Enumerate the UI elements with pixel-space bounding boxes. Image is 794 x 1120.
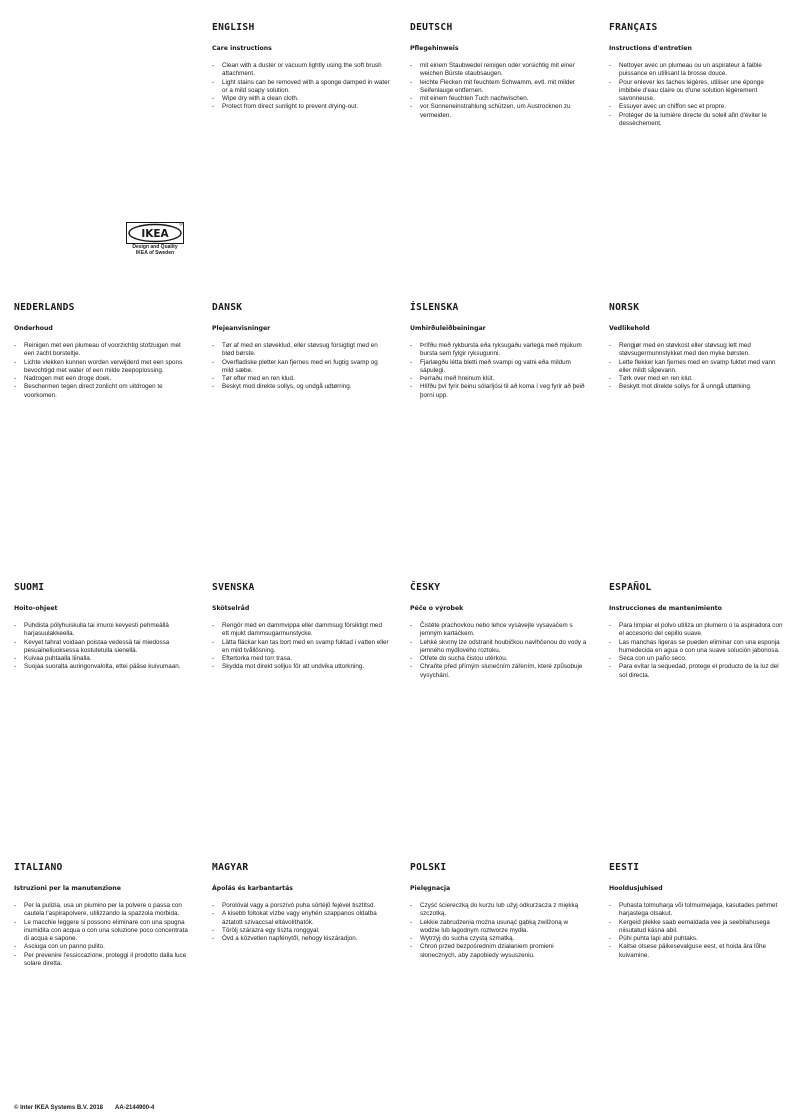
- list-item: - Para limpiar el polvo utiliza un plumero o la aspiradora con el accesorio del cepillo suave.: [609, 622, 787, 639]
- list-item: - Le macchie leggere si possono eliminare con una spugna inumidita con acqua o con una soluzione poco concentrata di acqua e sapone.: [14, 919, 192, 944]
- list-item: - Clean with a duster or vacuum lightly using the soft brush attachment.: [212, 62, 390, 79]
- language-heading: ESPAÑOL: [609, 582, 652, 593]
- section-subtitle: Ápolás és karbantartás: [212, 885, 293, 892]
- section-svenska: [212, 582, 390, 672]
- list-item: - Čistěte prachovkou nebo lehce vysávejte vysavačem s jemným kartáčkem.: [410, 622, 588, 639]
- section-dansk: [212, 302, 390, 392]
- list-item: - Fjarlægðu létta bletti með svampi og vatni eða mildum sápulegi.: [410, 359, 588, 376]
- section-subtitle: Onderhoud: [14, 325, 53, 332]
- list-item: - Light stains can be removed with a sponge damped in water or a mild soapy solution.: [212, 79, 390, 96]
- list-item: - A kisebb foltokat vízbe vagy enyhén szappanos oldatba áztatott szivaccsal eltávolíthatók.: [212, 910, 390, 927]
- section-subtitle: Hooldusjuhised: [609, 885, 663, 892]
- list-item: - Reinigen met een plumeau of voorzichtig stofzuigen met een zacht borsteltje.: [14, 342, 192, 359]
- list-item: - Otřete do sucha čistou utěrkou.: [410, 655, 588, 663]
- list-item: - Chraňte před přímým slunečním zářením, které způsobuje vysychání.: [410, 663, 588, 680]
- list-item: - Protéger de la lumière directe du soleil afin d'éviter le dessèchement.: [609, 112, 787, 129]
- section-subtitle: Istruzioni per la manutenzione: [14, 885, 121, 892]
- list-item: - Törölj szárazra egy tiszta ronggyal.: [212, 927, 390, 935]
- language-heading: NORSK: [609, 302, 640, 313]
- list-item: - Tør af med en støveklud, eller støvsug forsigtigt med en blød børste.: [212, 342, 390, 359]
- section-subtitle: Péče o výrobek: [410, 605, 464, 612]
- section-english: [212, 22, 390, 112]
- section-subtitle: Hoito-ohjeet: [14, 605, 58, 612]
- section-eesti: [609, 862, 787, 960]
- section-subtitle: Instrucciones de mantenimiento: [609, 605, 722, 612]
- section-deutsch: [410, 22, 588, 120]
- list-item: - Lette flekker kan fjernes med en svamp fuktet med vann eller mildt såpevann.: [609, 359, 787, 376]
- instruction-list: [410, 622, 588, 680]
- list-item: - Protect from direct sunlight to prevent drying-out.: [212, 103, 390, 111]
- list-item: - Pour enlever les taches légères, utiliser une éponge imbibée d'eau claire ou d'une solution légèrement savonneuse.: [609, 79, 787, 104]
- section-suomi: [14, 582, 192, 672]
- section-francais: [609, 22, 787, 128]
- instruction-list: [410, 902, 588, 960]
- copyright-text: © Inter IKEA Systems B.V. 2018: [14, 1105, 104, 1111]
- ikea-logo: [120, 222, 190, 256]
- list-item: - Per prevenire l'essiccazione, proteggi il prodotto dalla luce solare diretta.: [14, 952, 192, 969]
- section-espanol: [609, 582, 787, 680]
- list-item: - Pühi puhta lapi abil puhtaks.: [609, 935, 787, 943]
- section-nederlands: [14, 302, 192, 400]
- list-item: - Lätta fläckar kan tas bort med en svamp fuktad i vatten eller en mild tvållösning.: [212, 639, 390, 656]
- instruction-list: [212, 62, 390, 112]
- logo-caption-line2: IKEA of Sweden: [135, 250, 175, 256]
- language-heading: ITALIANO: [14, 862, 63, 873]
- instruction-list: [212, 902, 390, 943]
- list-item: - Puhasta tolmuharja või tolmuimejaga, kasutades pehmet harjastega otsakut.: [609, 902, 787, 919]
- list-item: - Overfladiske pletter kan fjernes med en fugtig svamp og mild sæbe.: [212, 359, 390, 376]
- list-item: - Hlífðu því fyrir beinu sólarljósi til að koma í veg fyrir að þeið þorni upp.: [410, 383, 588, 400]
- section-subtitle: Skötselråd: [212, 605, 250, 612]
- list-item: - Porolóval vagy a porszívó puha sörtéjű fejével tisztítsd.: [212, 902, 390, 910]
- language-heading: SVENSKA: [212, 582, 255, 593]
- section-cesky: [410, 582, 588, 680]
- list-item: - Puhdista pölyhuiskulla tai imuroi kevyesti pehmeällä harjasuulakkeella.: [14, 622, 192, 639]
- section-subtitle: Plejeanvisninger: [212, 325, 271, 332]
- instruction-list: [410, 342, 588, 400]
- list-item: - Rengjør med en støvkost eller støvsug lett med støvsugermunnstykket med den myke børsten.: [609, 342, 787, 359]
- section-subtitle: Pflegehinweis: [410, 45, 459, 52]
- language-heading: DANSK: [212, 302, 243, 313]
- list-item: - vor Sonneneinstrahlung schützen, um Austrocknen zu vermeiden.: [410, 103, 588, 120]
- list-item: - mit einem feuchten Tuch nachwischen.: [410, 95, 588, 103]
- list-item: - Czyść ściereczką do kurzu lub użyj odkurzacza z miękką szczotką.: [410, 902, 588, 919]
- instruction-list: [212, 622, 390, 672]
- list-item: - Þrífðu með rykbursta eða ryksugaðu varlega með mjúkum bursta sem fylgir ryksugunni.: [410, 342, 588, 359]
- list-item: - Beskytt mot direkte sollys for å unngå uttørking.: [609, 383, 787, 391]
- section-magyar: [212, 862, 390, 943]
- ikea-logo-icon: [126, 222, 184, 244]
- instruction-list: [14, 902, 192, 968]
- language-heading: NEDERLANDS: [14, 302, 75, 313]
- footer: [14, 1105, 214, 1111]
- language-heading: EESTI: [609, 862, 640, 873]
- list-item: - Wytrzyj do sucha czystą szmatką.: [410, 935, 588, 943]
- list-item: - Kergeid plekke saab eemaldada vee ja seebilahusega niisutatud käsna abil.: [609, 919, 787, 936]
- list-item: - Lehké skvrny lze odstranit houbičkou navlhčenou do vody a jemného mýdlového roztoku.: [410, 639, 588, 656]
- instruction-list: [14, 622, 192, 672]
- language-heading: ČESKY: [410, 582, 441, 593]
- language-heading: MAGYAR: [212, 862, 249, 873]
- list-item: - Suojaa suoralta auringonvalolta, ettei pääse kuivumaan.: [14, 663, 192, 671]
- section-subtitle: Umhirðuleiðbeiningar: [410, 325, 486, 332]
- language-heading: DEUTSCH: [410, 22, 453, 33]
- list-item: - Eftertorka med torr trasa.: [212, 655, 390, 663]
- list-item: - Beschermen tegen direct zonlicht om uitdrogen te voorkomen.: [14, 383, 192, 400]
- section-subtitle: Care instructions: [212, 45, 272, 52]
- language-heading: ENGLISH: [212, 22, 255, 33]
- instruction-list: [212, 342, 390, 392]
- list-item: - Þerraðu með hreinum klút.: [410, 375, 588, 383]
- list-item: - Para evitar la sequedad, protege el producto de la luz del sol directa.: [609, 663, 787, 680]
- section-polski: [410, 862, 588, 960]
- instruction-list: [609, 622, 787, 680]
- list-item: - Óvd a közvetlen napfénytől, nehogy kiszáradjon.: [212, 935, 390, 943]
- list-item: - Wipe dry with a clean cloth.: [212, 95, 390, 103]
- instruction-list: [609, 342, 787, 392]
- section-norsk: [609, 302, 787, 392]
- section-subtitle: Vedlikehold: [609, 325, 650, 332]
- list-item: - Essuyer avec un chiffon sec et propre.: [609, 103, 787, 111]
- list-item: - Chroń przed bezpośrednim działaniem promieni słonecznych, aby zapobiedy wysuszeniu.: [410, 943, 588, 960]
- document-code: AA-2144900-4: [115, 1105, 155, 1111]
- logo-wordmark: IKEA: [141, 227, 169, 240]
- language-heading: POLSKI: [410, 862, 447, 873]
- list-item: - Seca con un paño seco.: [609, 655, 787, 663]
- list-item: - Asciuga con un panno pulito.: [14, 943, 192, 951]
- instruction-list: [609, 902, 787, 960]
- list-item: - Nettoyer avec un plumeau ou un aspirateur à faible puissance en utilisant la brosse douce.: [609, 62, 787, 79]
- list-item: - mit einem Staubwedel reinigen oder vorsichtig mit einer weichen Bürste staubsaugen.: [410, 62, 588, 79]
- list-item: - Tørk over med en ren klut.: [609, 375, 787, 383]
- logo-caption-line1: Design and Quality: [132, 244, 178, 250]
- language-heading: FRANÇAIS: [609, 22, 658, 33]
- list-item: - Beskyt mod direkte sollys, og undgå udtørring.: [212, 383, 390, 391]
- language-heading: SUOMI: [14, 582, 45, 593]
- section-islenska: [410, 302, 588, 400]
- list-item: - leichte Flecken mit feuchtem Schwamm, evtl. mit milder Seifenlauge entfernen.: [410, 79, 588, 96]
- list-item: - Lichte vlekken kunnen worden verwijderd met een spons bevochtigd met water of een milde zeepoplossing.: [14, 359, 192, 376]
- list-item: - Per la pulizia, usa un piumino per la polvere o passa con cautela l'aspirapolvere, utilizzando la spazzola morbida.: [14, 902, 192, 919]
- list-item: - Tør efter med en ren klud.: [212, 375, 390, 383]
- instruction-list: [609, 62, 787, 128]
- language-heading: ÍSLENSKA: [410, 302, 459, 313]
- list-item: - Nadrogen met een droge doek.: [14, 375, 192, 383]
- list-item: - Rengör med en dammvippa eller dammsug försiktigt med ett mjukt dammsugarmunstycke.: [212, 622, 390, 639]
- list-item: - Las manchas ligeras se pueden eliminar con una esponja humedecida en agua o con una suave solución jabonosa.: [609, 639, 787, 656]
- list-item: - Kuivaa puhtaalla liinalla.: [14, 655, 192, 663]
- list-item: - Kaitse otsese päikesevalguse eest, et hoida ära lõhe kuivamine.: [609, 943, 787, 960]
- list-item: - Lekkie zabrudzenia można usunąć gąbką zwilżoną w wodzie lub łagodnym roztworze mydła.: [410, 919, 588, 936]
- list-item: - Skydda mot direkt solljus för att undvika uttorkning.: [212, 663, 390, 671]
- section-italiano: [14, 862, 192, 968]
- section-subtitle: Pielęgnacja: [410, 885, 451, 892]
- section-subtitle: Instructions d'entretien: [609, 45, 692, 52]
- instruction-list: [410, 62, 588, 120]
- list-item: - Kevyet tahrat voidaan poistaa vedessä tai miedossa pesuaineliuoksessa kostutetulla sienellä.: [14, 639, 192, 656]
- instruction-list: [14, 342, 192, 400]
